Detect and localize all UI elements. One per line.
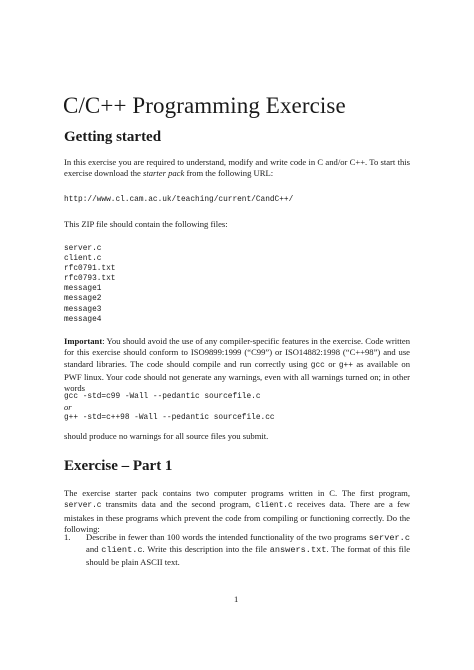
file-list	[64, 244, 115, 325]
starter-pack-url: http://www.cl.cam.ac.uk/teaching/current/CandC++/	[64, 196, 294, 204]
no-warnings-text: should produce no warnings for all source files you submit.	[64, 431, 269, 441]
file-list-item: client.c	[64, 255, 102, 264]
command-c99: gcc -std=c99 -Wall --pedantic sourcefile.c	[64, 393, 261, 401]
list-item-number: 1.	[64, 532, 71, 542]
section-heading-getting-started: Getting started	[64, 129, 162, 145]
file-list-item: server.c	[64, 245, 102, 253]
intro-paragraph: In this exercise you are required to understand, modify and write code in C and/or C++. To start this exercise download the starter pack from the following URL:	[64, 157, 410, 179]
command-cpp98: g++ -std=c++98 -Wall --pedantic sourcefile.cc	[64, 414, 275, 422]
list-item	[64, 532, 410, 572]
list-item-text: Describe in fewer than 100 words the intended functionality of the two programs server.c and client.c. Write this description into the file answers.txt. The format of this file should be plain ASCII text.	[86, 532, 411, 567]
section-heading-part1: Exercise – Part 1	[64, 458, 173, 474]
file-list-item: message2	[64, 295, 102, 304]
file-list-item: message1	[64, 285, 102, 294]
zip-description: This ZIP file should contain the following files:	[64, 219, 228, 229]
file-list-item: message4	[64, 315, 102, 324]
file-list-item: rfc0791.txt	[64, 265, 116, 274]
page-title: C/C++ Programming Exercise	[63, 93, 346, 118]
file-list-item: message3	[64, 305, 102, 314]
file-list-item: rfc0793.txt	[64, 275, 116, 284]
important-paragraph: Important: You should avoid the use of any compiler-specific features in the exercise. Code written for this exercise should conform to ISO9899:1999 (“C99”) or ISO14882:1998 (“C++98”) and use standard libraries. The code should compile and run correctly using gcc or g++ as available on PWF linux. Your code should not generate any warnings, even with all warnings turned on; in other words	[64, 336, 410, 394]
command-or: or	[64, 402, 72, 412]
page-number: 1	[234, 594, 239, 604]
important-label: Important	[64, 336, 103, 346]
part1-paragraph: The exercise starter pack contains two computer programs written in C. The first program, server.c transmits data and the second program, client.c receives data. There are a few mistakes in these programs which prevent the code from compiling or functioning correctly. Do the following:	[64, 488, 410, 534]
